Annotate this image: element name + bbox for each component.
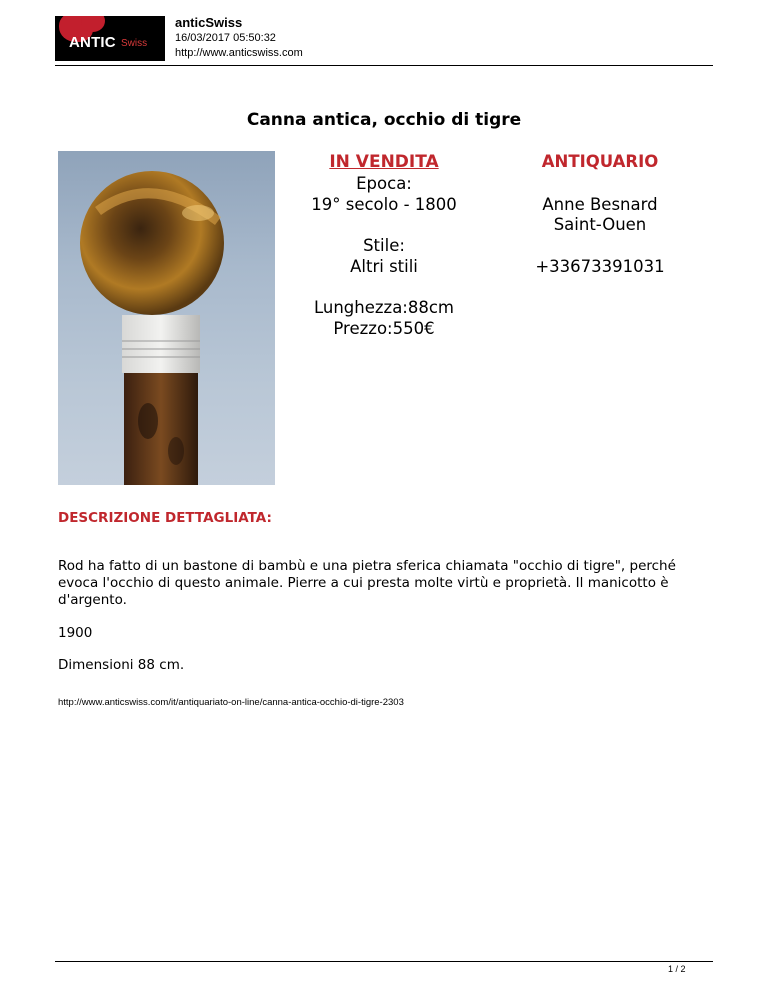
sale-status-link[interactable]: IN VENDITA [329,152,439,172]
site-name: anticSwiss [175,15,243,30]
description-year: 1900 [58,625,93,641]
item-url[interactable]: http://www.anticswiss.com/it/antiquariato-on-line/canna-antica-occhio-di-tigre-2303 [58,697,404,708]
logo-text-accent: Swiss [121,38,148,49]
header-divider [55,65,713,66]
page-number: 1 / 2 [668,964,686,974]
description-dimensions: Dimensioni 88 cm. [58,657,185,673]
description-paragraph: Rod ha fatto di un bastone di bambù e una pietra sferica chiamata "occhio di tigre", perché evoca l'occhio di questo animale. Pierre a cui presta molte virtù e proprietà. Il manicotto è d'argento. [58,558,676,608]
logo-red-flourish-2 [81,16,105,32]
print-datetime: 16/03/2017 05:50:32 [175,32,276,44]
epoca-value: 19° secolo - 1800 [311,195,457,214]
page-title: Canna antica, occhio di tigre [246,110,522,130]
site-url[interactable]: http://www.anticswiss.com [175,47,303,59]
cane-illustration [58,151,275,485]
description-heading: DESCRIZIONE DETTAGLIATA: [58,510,272,526]
dealer-phone: +33673391031 [535,257,665,276]
price-value: Prezzo:550€ [333,319,435,338]
dealer-heading: ANTIQUARIO [541,152,659,171]
length-value: Lunghezza:88cm [313,298,455,317]
product-photo [58,151,275,485]
sale-status[interactable] [290,152,478,172]
stile-label: Stile: [363,236,405,255]
dealer-name: Anne Besnard [542,195,658,214]
footer-divider [55,961,713,962]
stile-value: Altri stili [350,257,418,276]
epoca-label: Epoca: [356,174,412,193]
logo-text: ANTIC [69,34,116,51]
dealer-city: Saint-Ouen [553,215,647,234]
anticswiss-logo [55,16,165,61]
